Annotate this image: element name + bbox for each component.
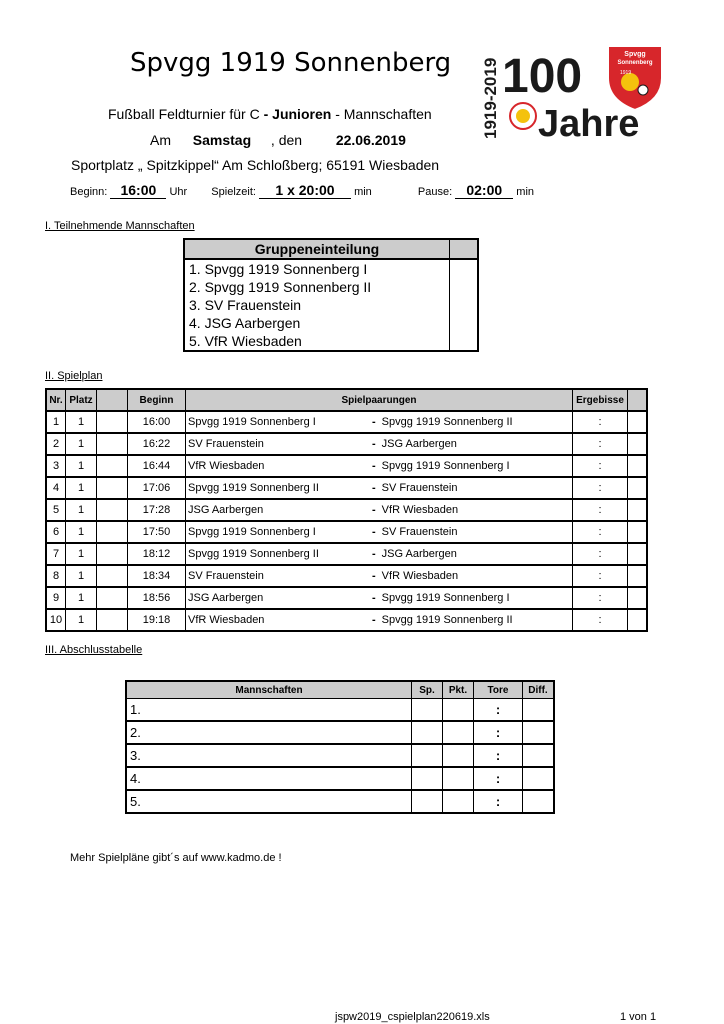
match-dash: - (372, 460, 376, 472)
match-away: JSG Aarbergen (381, 438, 457, 450)
group-team: 3. SV Frauenstein (189, 297, 302, 313)
group-team-side (450, 259, 479, 278)
match-platz: 1 (66, 543, 97, 565)
standings-diff (523, 699, 555, 722)
match-blank (97, 587, 128, 609)
match-extra (628, 565, 648, 587)
match-blank (97, 411, 128, 433)
match-blank (97, 433, 128, 455)
match-dash: - (372, 482, 376, 494)
match-dash: - (372, 570, 376, 582)
match-row (46, 499, 647, 521)
col-team: Mannschaften (126, 681, 412, 699)
spielzeit-value: 1 x 20:00 (259, 182, 351, 199)
match-time: 17:06 (128, 477, 186, 499)
group-team-side (450, 278, 479, 296)
den-label: , den (270, 132, 303, 148)
standings-sp (412, 790, 443, 813)
col-pkt: Pkt. (443, 681, 474, 699)
crest-year-text: 1919 (620, 70, 632, 76)
match-blank (97, 455, 128, 477)
standings-sp (412, 721, 443, 744)
match-row (46, 477, 647, 499)
col-sp: Sp. (412, 681, 443, 699)
match-row (46, 455, 647, 477)
crest-top-text: Spvgg (624, 51, 646, 58)
standings-rank: 1. (126, 699, 412, 722)
match-extra (628, 477, 648, 499)
match-row (46, 521, 647, 543)
match-away-cell (370, 543, 573, 565)
match-away-cell (370, 565, 573, 587)
match-result: : (573, 433, 628, 455)
min-label: min (354, 186, 372, 198)
match-result: : (573, 455, 628, 477)
pause-label: Pause: (417, 186, 453, 198)
group-team-side (450, 296, 479, 314)
match-time: 18:56 (128, 587, 186, 609)
match-away-cell (370, 455, 573, 477)
match-result: : (573, 587, 628, 609)
timing-line (70, 182, 534, 199)
crest-mid-text: Sonnenberg (617, 60, 653, 66)
match-row (46, 565, 647, 587)
group-table-title: Gruppeneinteilung (184, 239, 450, 259)
standings-rank: 3. (126, 744, 412, 767)
spielzeit-label: Spielzeit: (211, 186, 256, 198)
match-away-cell (370, 521, 573, 543)
match-home: SV Frauenstein (186, 433, 371, 455)
am-label: Am (150, 132, 171, 148)
match-home: Spvgg 1919 Sonnenberg II (186, 477, 371, 499)
anniversary-logo (480, 44, 680, 144)
match-platz: 1 (66, 609, 97, 631)
schedule-table (45, 388, 648, 632)
section-schedule-heading: II. Spielplan (45, 370, 103, 382)
logo-number: 100 (502, 50, 583, 103)
match-home: Spvgg 1919 Sonnenberg I (186, 411, 371, 433)
match-time: 18:34 (128, 565, 186, 587)
match-away: VfR Wiesbaden (381, 504, 459, 516)
match-dash: - (372, 504, 376, 516)
match-extra (628, 587, 648, 609)
standings-rank: 2. (126, 721, 412, 744)
match-extra (628, 455, 648, 477)
beginn-value: 16:00 (110, 182, 166, 199)
group-table-header-blank (450, 239, 479, 259)
match-result: : (573, 477, 628, 499)
anniversary-logo-graphic (480, 44, 680, 144)
group-team-side (450, 314, 479, 332)
day-value: Samstag (192, 132, 252, 148)
match-nr: 8 (46, 565, 66, 587)
match-nr: 10 (46, 609, 66, 631)
date-line (150, 132, 406, 148)
match-platz: 1 (66, 411, 97, 433)
match-away-cell (370, 499, 573, 521)
match-time: 17:50 (128, 521, 186, 543)
standings-sp (412, 744, 443, 767)
match-row (46, 609, 647, 631)
col-result: Ergebisse (573, 389, 628, 411)
standings-tore: : (474, 790, 523, 813)
match-away: Spvgg 1919 Sonnenberg I (381, 592, 510, 604)
date-value: 22.06.2019 (335, 132, 406, 148)
col-extra (628, 389, 648, 411)
tournament-age-group: Junioren (272, 106, 332, 122)
match-away-cell (370, 477, 573, 499)
match-nr: 4 (46, 477, 66, 499)
match-time: 16:22 (128, 433, 186, 455)
match-result: : (573, 609, 628, 631)
match-result: : (573, 543, 628, 565)
standings-pkt (443, 699, 474, 722)
match-away: SV Frauenstein (381, 526, 458, 538)
match-nr: 6 (46, 521, 66, 543)
match-away-cell (370, 587, 573, 609)
tournament-prefix: Fußball Feldturnier für C (108, 106, 260, 122)
footer-note: Mehr Spielpläne gibt´s auf www.kadmo.de ! (70, 852, 282, 864)
match-platz: 1 (66, 565, 97, 587)
match-away-cell (370, 609, 573, 631)
match-away: Spvgg 1919 Sonnenberg II (381, 416, 513, 428)
footer-filename: jspw2019_cspielplan220619.xls (335, 1011, 490, 1023)
group-team-side (450, 332, 479, 351)
group-team: 5. VfR Wiesbaden (189, 333, 302, 349)
standings-diff (523, 721, 555, 744)
match-dash: - (372, 548, 376, 560)
match-extra (628, 499, 648, 521)
match-nr: 5 (46, 499, 66, 521)
beginn-label: Beginn: (70, 186, 108, 198)
standings-tore: : (474, 767, 523, 790)
standings-row (126, 744, 554, 767)
match-row (46, 543, 647, 565)
match-extra (628, 411, 648, 433)
match-nr: 3 (46, 455, 66, 477)
section-teams-heading: I. Teilnehmende Mannschaften (45, 220, 195, 232)
match-result: : (573, 565, 628, 587)
match-away: VfR Wiesbaden (381, 570, 459, 582)
col-tore: Tore (474, 681, 523, 699)
col-beginn: Beginn (128, 389, 186, 411)
match-row (46, 587, 647, 609)
match-blank (97, 609, 128, 631)
match-time: 17:28 (128, 499, 186, 521)
match-row (46, 411, 647, 433)
match-away: SV Frauenstein (381, 482, 458, 494)
match-time: 18:12 (128, 543, 186, 565)
standings-sp (412, 699, 443, 722)
match-extra (628, 433, 648, 455)
match-away-cell (370, 433, 573, 455)
match-blank (97, 477, 128, 499)
match-platz: 1 (66, 499, 97, 521)
standings-row (126, 790, 554, 813)
match-nr: 7 (46, 543, 66, 565)
standings-row (126, 699, 554, 722)
standings-diff (523, 790, 555, 813)
match-nr: 1 (46, 411, 66, 433)
footer-page: 1 von 1 (620, 1011, 657, 1023)
logo-seal-sun (516, 109, 530, 123)
match-platz: 1 (66, 587, 97, 609)
col-platz: Platz (66, 389, 97, 411)
match-extra (628, 609, 648, 631)
match-dash: - (372, 592, 376, 604)
pause-value: 02:00 (455, 182, 513, 199)
crest-ball (638, 85, 648, 95)
logo-word: Jahre (538, 103, 640, 144)
match-blank (97, 543, 128, 565)
tournament-suffix: - Mannschaften (335, 106, 432, 122)
standings-tore: : (474, 744, 523, 767)
min-label-2: min (516, 186, 535, 198)
tournament-dash: - (263, 106, 269, 122)
match-extra (628, 543, 648, 565)
standings-pkt (443, 744, 474, 767)
col-nr: Nr. (46, 389, 66, 411)
match-extra (628, 521, 648, 543)
match-home: Spvgg 1919 Sonnenberg I (186, 521, 371, 543)
match-home: JSG Aarbergen (186, 499, 371, 521)
match-blank (97, 499, 128, 521)
standings-tore: : (474, 721, 523, 744)
match-platz: 1 (66, 521, 97, 543)
page-title: Spvgg 1919 Sonnenberg (130, 48, 452, 78)
col-diff: Diff. (523, 681, 555, 699)
standings-rank: 4. (126, 767, 412, 790)
match-dash: - (372, 438, 376, 450)
match-result: : (573, 521, 628, 543)
section-standings-heading: III. Abschlusstabelle (45, 644, 143, 656)
match-dash: - (372, 416, 376, 428)
standings-sp (412, 767, 443, 790)
match-away: JSG Aarbergen (381, 548, 457, 560)
match-platz: 1 (66, 433, 97, 455)
match-away: Spvgg 1919 Sonnenberg I (381, 460, 510, 472)
tournament-line (108, 106, 432, 122)
match-home: JSG Aarbergen (186, 587, 371, 609)
match-result: : (573, 411, 628, 433)
standings-table (125, 680, 555, 814)
match-nr: 2 (46, 433, 66, 455)
match-home: Spvgg 1919 Sonnenberg II (186, 543, 371, 565)
standings-rank: 5. (126, 790, 412, 813)
match-home: SV Frauenstein (186, 565, 371, 587)
group-team: 2. Spvgg 1919 Sonnenberg II (189, 279, 372, 295)
standings-tore: : (474, 699, 523, 722)
standings-row (126, 721, 554, 744)
match-dash: - (372, 614, 376, 626)
match-nr: 9 (46, 587, 66, 609)
match-platz: 1 (66, 477, 97, 499)
group-team: 4. JSG Aarbergen (189, 315, 301, 331)
match-away-cell (370, 411, 573, 433)
standings-diff (523, 767, 555, 790)
logo-years: 1919-2019 (481, 57, 500, 139)
match-away: Spvgg 1919 Sonnenberg II (381, 614, 513, 626)
match-time: 16:00 (128, 411, 186, 433)
standings-row (126, 767, 554, 790)
match-row (46, 433, 647, 455)
uhr-label: Uhr (169, 186, 188, 198)
match-time: 16:44 (128, 455, 186, 477)
match-time: 19:18 (128, 609, 186, 631)
match-home: VfR Wiesbaden (186, 455, 371, 477)
match-platz: 1 (66, 455, 97, 477)
col-blank (97, 389, 128, 411)
group-table (183, 238, 479, 352)
match-dash: - (372, 526, 376, 538)
match-blank (97, 565, 128, 587)
standings-pkt (443, 721, 474, 744)
match-blank (97, 521, 128, 543)
standings-diff (523, 744, 555, 767)
standings-pkt (443, 767, 474, 790)
match-result: : (573, 499, 628, 521)
match-home: VfR Wiesbaden (186, 609, 371, 631)
group-team: 1. Spvgg 1919 Sonnenberg I (189, 261, 368, 277)
venue: Sportplatz „ Spitzkippel“ Am Schloßberg; 65191 Wiesbaden (71, 157, 440, 173)
col-pairing: Spielpaarungen (186, 389, 573, 411)
standings-pkt (443, 790, 474, 813)
